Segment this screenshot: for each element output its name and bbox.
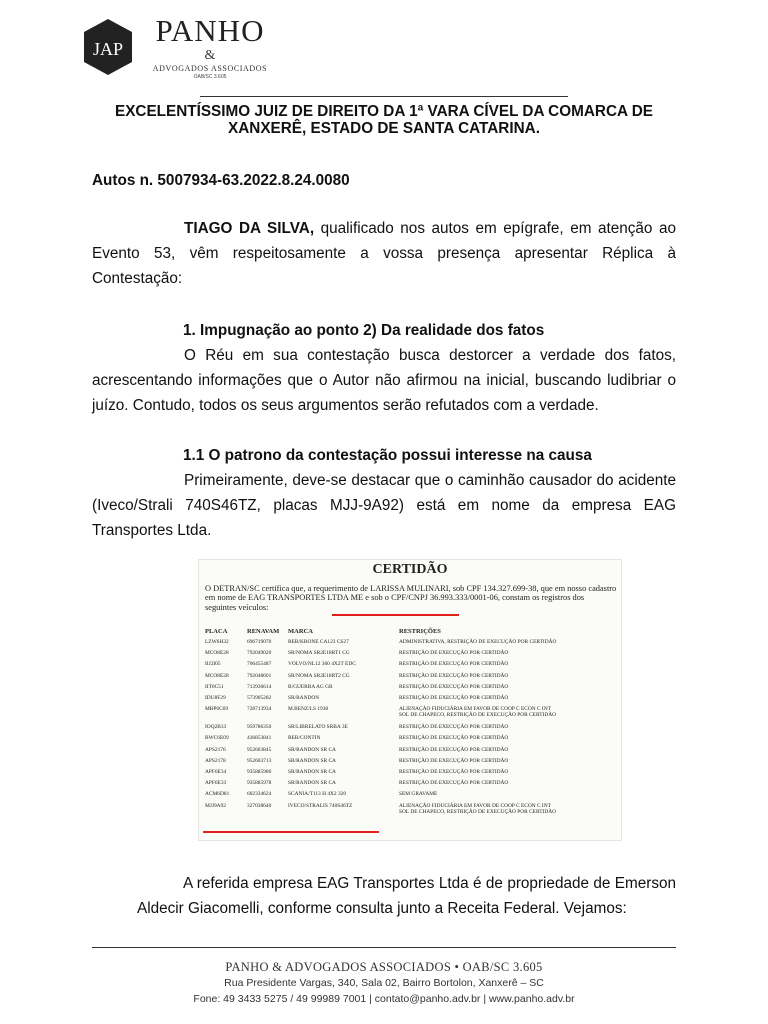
row-placa: MJJ9A92 <box>205 802 226 809</box>
row-renavam: 327038640 <box>247 802 272 809</box>
row-renavam: 436853841 <box>247 735 272 742</box>
document-heading: EXCELENTÍSSIMO JUIZ DE DIREITO DA 1ª VARA CÍVEL DA COMARCA DE XANXERÊ, ESTADO DE SANTA CATARINA. <box>115 103 653 137</box>
row-renavam: 952603845 <box>247 746 272 753</box>
col-header-renavam: RENAVAM <box>247 628 280 635</box>
section-1-text: O Réu em sua contestação busca destorcer a verdade dos fatos, acrescentando informações que o Autor não afirmou na inicial, buscando ludibriar o juízo. Contudo, todos os seus argumentos serão refutados com a verdade. <box>92 347 676 414</box>
certidao-text <box>205 584 617 612</box>
row-renavam: 935885986 <box>247 769 272 775</box>
row-placa: ACM6D81 <box>205 791 230 798</box>
row-restricoes: RESTRIÇÃO DE EXECUÇÃO POR CERTIDÃO <box>399 661 509 668</box>
row-renavam: 959786350 <box>247 724 272 731</box>
certidao-text-after: e sob o CPF/CNPJ 36.993.333/0001-06, constam os registros dos seguintes veículos: <box>205 593 585 612</box>
brand-name: PANHO <box>155 13 265 48</box>
certidao-text-before: O DETRAN/SC certifica que, a requerimento de LARISSA MULINARI, sob CPF 134.327.699-38, que em nosso cadastro em nome de <box>205 584 617 603</box>
row-marca: SR/NOMA SR2E18RT2 CG <box>288 672 350 679</box>
row-placa: IIT0C51 <box>205 683 224 690</box>
section-1-1-title: 1.1 O patrono da contestação possui interesse na causa <box>183 447 592 464</box>
row-marca: REB/KRONE CA123 CS27 <box>288 639 349 645</box>
row-marca: M.BENZ/LS 1938 <box>288 706 329 713</box>
brand-subtitle: ADVOGADOS ASSOCIADOS <box>152 64 268 73</box>
row-placa: IDU8F29 <box>205 695 226 701</box>
truck-highlight <box>203 831 379 833</box>
row-renavam: 573905282 <box>247 695 272 701</box>
plaintiff-name: TIAGO DA SILVA, <box>184 220 315 237</box>
row-renavam: 713936614 <box>247 683 272 690</box>
row-marca: IVECO/STRALIS 740S46TZ <box>288 802 353 809</box>
footer-address: Rua Presidente Vargas, 340, Sala 02, Bairro Bortolon, Xanxerê – SC <box>224 977 544 989</box>
row-marca: SCANIA/T113 H 4X2 320 <box>288 791 347 798</box>
brand-ampersand: & <box>204 48 216 63</box>
row-restricoes: RESTRIÇÃO DE EXECUÇÃO POR CERTIDÃO <box>399 695 509 701</box>
section-1-paragraph <box>92 343 676 418</box>
footer-divider <box>92 947 676 948</box>
row-placa: APF6E34 <box>205 769 227 775</box>
row-marca: REB/CONTIN <box>288 735 321 742</box>
row-renavam: 792049020 <box>247 650 272 657</box>
logo-monogram: JAP <box>92 39 124 59</box>
header-divider <box>200 96 568 97</box>
row-marca: SR/RANDON SR CA <box>288 746 336 753</box>
row-marca: VOLVO/NL12 360 4X2T EDC <box>288 661 356 668</box>
intro-paragraph <box>92 216 676 291</box>
row-renavam: 792048601 <box>247 672 272 679</box>
company-owner-paragraph <box>137 871 676 921</box>
row-marca: SR/RANDON SR CA <box>288 757 336 764</box>
section-1-1-text: Primeiramente, deve-se destacar que o caminhão causador do acidente (Iveco/Strali 740S46TZ, placas MJJ-9A92) está em nome da empresa EAG Transportes Ltda. <box>92 472 676 539</box>
row-placa: APF6E33 <box>205 780 227 787</box>
row-marca: SR/RANDON SR CA <box>288 780 336 787</box>
row-placa: BWC6E09 <box>205 735 229 742</box>
footer-firm-name: PANHO & ADVOGADOS ASSOCIADOS • OAB/SC 3.605 <box>225 960 543 974</box>
row-placa: IOQ2B33 <box>205 724 227 731</box>
firm-brand <box>148 14 272 81</box>
company-owner-text: A referida empresa EAG Transportes Ltda é de propriedade de Emerson Aldecir Giacomelli, conforme consulta junto a Receita Federal. Vejamos: <box>137 875 676 917</box>
row-restricoes: RESTRIÇÃO DE EXECUÇÃO POR CERTIDÃO <box>399 672 509 679</box>
company-highlight <box>332 614 459 616</box>
row-placa: APS2176 <box>205 746 226 753</box>
row-placa: MCO8E28 <box>205 672 229 679</box>
row-restricoes: RESTRIÇÃO DE EXECUÇÃO POR CERTIDÃO <box>399 746 509 753</box>
row-restricoes-cont: SOL DE CHAPECO, RESTRIÇÃO DE EXECUÇÃO POR CERTIDÃO <box>399 712 557 719</box>
row-restricoes: RESTRIÇÃO DE EXECUÇÃO POR CERTIDÃO <box>399 769 509 775</box>
section-1-1-paragraph <box>92 468 676 543</box>
row-renavam: 935885978 <box>247 780 272 787</box>
row-placa: APS2178 <box>205 757 226 764</box>
certidao-company: EAG TRANSPORTES LTDA ME <box>248 593 364 603</box>
certidao-image <box>199 560 621 840</box>
intro-text: qualificado nos autos em epígrafe, em atenção ao Evento 53, vêm respeitosamente a vossa presença apresentar Réplica à Contestação: <box>92 220 676 287</box>
row-placa: MBP6C69 <box>205 706 229 713</box>
row-marca: R/GUERRA AG GR <box>288 683 333 690</box>
brand-oab: OAB/SC 3.605 <box>193 74 227 80</box>
row-renavam: 952603713 <box>247 757 272 764</box>
row-marca: SR/RANDON <box>288 695 320 701</box>
row-renavam: 706455487 <box>247 661 272 668</box>
row-restricoes: ALIENAÇÃO FIDUCIÁRIA EM FAVOR DE COOP C ECON C INT <box>399 706 551 713</box>
col-header-placa: PLACA <box>205 628 228 635</box>
row-restricoes: RESTRIÇÃO DE EXECUÇÃO POR CERTIDÃO <box>399 724 509 731</box>
row-renavam: 728713934 <box>247 706 272 713</box>
firm-logo-icon <box>82 18 134 76</box>
row-restricoes: SEM GRAVAME <box>399 791 438 798</box>
row-placa: LZW6H32 <box>205 639 229 645</box>
row-restricoes: ALIENAÇÃO FIDUCIÁRIA EM FAVOR DE COOP C ECON C INT <box>399 802 551 809</box>
col-header-restricoes: RESTRIÇÕES <box>399 628 441 635</box>
case-number: Autos n. 5007934-63.2022.8.24.0080 <box>92 172 350 189</box>
row-marca: SR/NOMA SR2E18RT1 CG <box>288 650 350 657</box>
row-placa: IIJ2I05 <box>205 661 221 668</box>
col-header-marca: MARCA <box>288 628 313 635</box>
section-1-title: 1. Impugnação ao ponto 2) Da realidade dos fatos <box>183 322 545 339</box>
row-restricoes: RESTRIÇÃO DE EXECUÇÃO POR CERTIDÃO <box>399 683 509 690</box>
row-restricoes: RESTRIÇÃO DE EXECUÇÃO POR CERTIDÃO <box>399 757 509 764</box>
row-restricoes: RESTRIÇÃO DE EXECUÇÃO POR CERTIDÃO <box>399 650 509 657</box>
row-restricoes: ADMINISTRATIVA, RESTRIÇÃO DE EXECUÇÃO POR CERTIDÃO <box>399 639 557 645</box>
row-marca: SR/RANDON SR CA <box>288 769 336 775</box>
row-renavam: 602334624 <box>247 791 272 798</box>
row-renavam: 696719070 <box>247 639 272 645</box>
certidao-title: CERTIDÃO <box>372 562 448 577</box>
row-restricoes: RESTRIÇÃO DE EXECUÇÃO POR CERTIDÃO <box>399 780 509 787</box>
row-restricoes-cont: SOL DE CHAPECO, RESTRIÇÃO DE EXECUÇÃO POR CERTIDÃO <box>399 808 557 815</box>
row-marca: SR/LIBRELATO SRBA 3E <box>288 724 348 731</box>
row-placa: MCO8E28 <box>205 650 229 657</box>
footer-contact: Fone: 49 3433 5275 / 49 99989 7001 | contato@panho.adv.br | www.panho.adv.br <box>193 993 575 1005</box>
row-restricoes: RESTRIÇÃO DE EXECUÇÃO POR CERTIDÃO <box>399 735 509 742</box>
